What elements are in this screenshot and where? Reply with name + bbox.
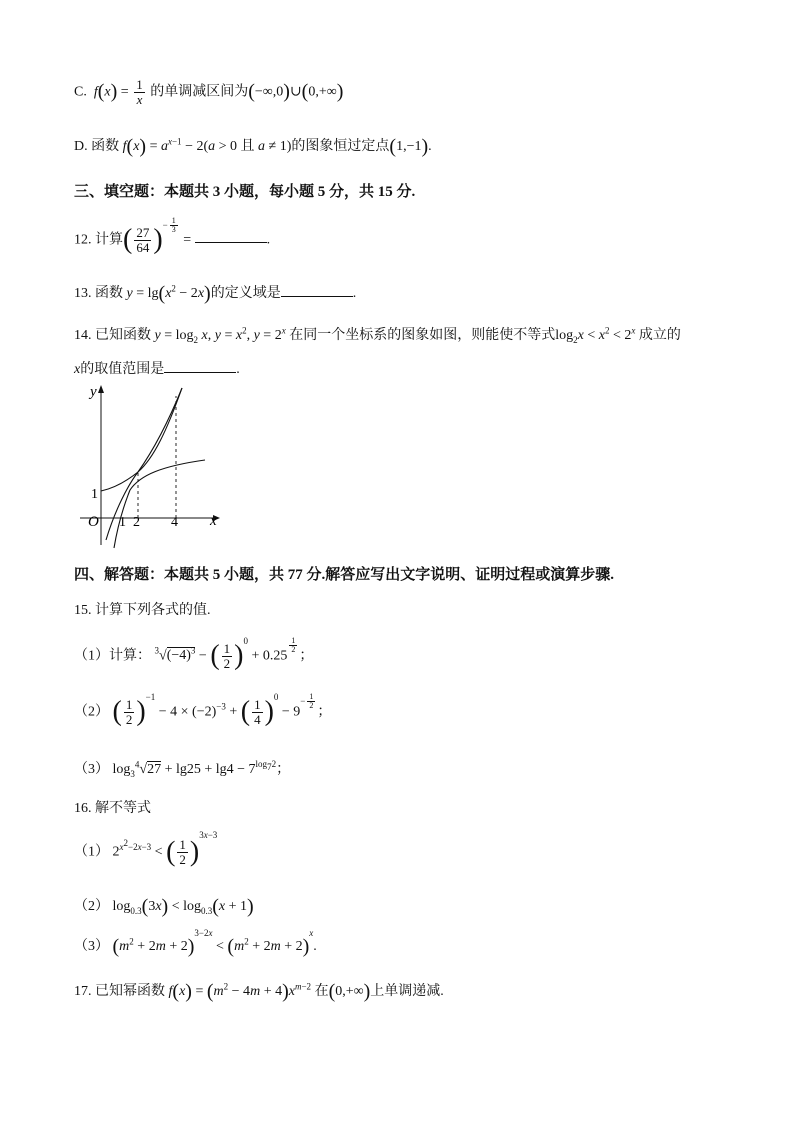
question-13: 13. 函数 $y = \lg(x^2 - 2x)$的定义域是 .: [74, 282, 357, 305]
question-14-line2: x的取值范围是 .: [74, 362, 240, 377]
option-c: C. f(x) = $\frac{1}{x}$ 的单调减区间为(−∞,0)∪(0,+∞): [74, 77, 344, 107]
section-heading-fill-in: 三、填空题：本题共 3 小题，每小题 5 分，共 15 分.: [74, 184, 416, 200]
option-label: C.: [74, 84, 87, 100]
question-14: 14. 已知函数 $y = \log_2 x$, $y = x^2$, $y = 2^x$ 在同一个坐标系的图象如图，则能使不等式$\log_2x < x^2 < 2^x$ 成立的: [74, 325, 681, 345]
x-tick-2: 2: [133, 515, 140, 530]
question-15: 15. 计算下列各式的值.: [74, 603, 211, 618]
section-heading-answer: 四、解答题：本题共 5 小题，共 77 分.解答应写出文字说明、证明过程或演算步骤.: [74, 567, 615, 583]
function-graph: [70, 380, 230, 550]
curve-exp-2x: [101, 388, 182, 491]
question-12: 12. 计算( $\frac{27}{64}$ )$^{- \frac{1}{3}}$ = .: [74, 215, 271, 256]
question-15-part2: （2） ( $\frac{1}{2}$ )$^{-1} - 4 \times (-2)^{-3}$ + ( $\frac{1}{4}$ )$^0 - 9^{- \frac{1}{2}}$ ；: [74, 691, 332, 728]
question-16-part3: （3） $(m^2 + 2m + 2)^{3-2x} < (m^2 + 2m + 2)^x$.: [74, 928, 317, 958]
answer-blank[interactable]: [281, 284, 353, 297]
origin-label: O: [88, 514, 99, 530]
question-16: 16. 解不等式: [74, 801, 151, 816]
answer-blank[interactable]: [164, 360, 236, 373]
option-d: D. 函数 $f(x) = a^{x-1} - 2(a > 0$ 且 a ≠ 1)的图象恒过定点(1,−1).: [74, 135, 432, 158]
x-axis-label: x: [210, 513, 217, 529]
x-tick-1: 1: [119, 515, 126, 530]
curve-log2x: [114, 460, 205, 548]
y-tick-1: 1: [91, 487, 98, 502]
question-16-part1: （1） $2^{x^2-2x-3}$ < ( $\frac{1}{2}$ )$^{3x-3}$: [74, 830, 218, 868]
question-17: 17. 已知幂函数 $f(x) = (m^2 - 4m + 4)x^{m-2}$ 在(0,+∞)上单调递减.: [74, 980, 444, 1003]
question-16-part2: （2） $\log_{0.3}(3x) < \log_{0.3}(x + 1)$: [74, 895, 254, 918]
y-axis-label: y: [90, 384, 97, 400]
x-tick-4: 4: [171, 515, 178, 530]
question-15-part3: （3） $\log_3^4√27 + \lg 25 + \lg 4 - 7^{log_72}$；: [74, 759, 291, 779]
answer-blank[interactable]: [195, 230, 267, 243]
y-axis-arrow: [98, 385, 104, 393]
question-15-part1: （1）计算： $^3√(-4)^3$ − ( $\frac{1}{2}$ )$^0$ + 0.25 $^{\frac{1}{2}}$ ；: [74, 635, 314, 672]
